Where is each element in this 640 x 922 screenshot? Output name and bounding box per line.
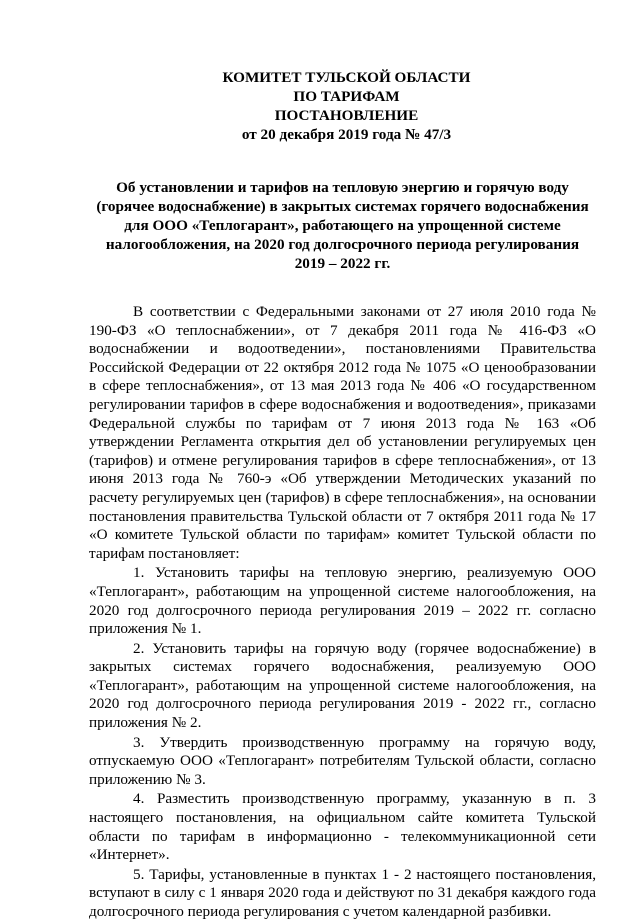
document-date-number: от 20 декабря 2019 года № 47/3: [241, 126, 452, 143]
document-subject: Об установлении и тарифов на тепловую энергию и горячую воду (горячее водоснабжение) в закрытых системах горячего водоснабжения для ООО «Теплогарант», работающего на упрощенной системе налогообложения, на 2020 год долгосрочного периода регулирования 2019 – 2022 гг.: [96, 179, 589, 272]
resolution-item-5: 5. Тарифы, установленные в пунктах 1 - 2 настоящего постановления, вступают в силу с 1 января 2020 года и действуют по 31 декабря каждого года долгосрочного периода регулирования с учетом календарной разбивки.: [89, 865, 596, 920]
document-body: [89, 303, 596, 922]
resolution-item-1: 1. Установить тарифы на тепловую энергию, реализуемую ООО «Теплогарант», работающим на упрощенной системе налогообложения, на 2020 год долгосрочного периода регулирования 2019 – 2022 гг. согласно приложения № 1.: [89, 564, 596, 638]
resolution-item-4: 4. Разместить производственную программу, указанную в п. 3 настоящего постановления, на официальном сайте комитета Тульской области по тарифам в информационно - телекоммуникационной сети «Интернет».: [89, 790, 596, 864]
organization-name-line2: ПО ТАРИФАМ: [293, 88, 400, 105]
document-type: ПОСТАНОВЛЕНИЕ: [274, 107, 419, 124]
preamble-paragraph: В соответствии с Федеральными законами от 27 июля 2010 года № 190-ФЗ «О теплоснабжении», от 7 декабря 2011 года № 416-ФЗ «О водоснабжении и водоотведении», постановлениями Правительства Российской Федерации от 22 октября 2012 года № 1075 «О ценообразовании в сфере теплоснабжения», от 13 мая 2013 года № 406 «О государственном регулировании тарифов в сфере водоснабжения и водоотведения», приказами Федеральной службы по тарифам от 7 июня 2013 года № 163 «Об утверждении Регламента открытия дел об установлении регулируемых цен (тарифов) и отмене регулирования тарифов в сфере теплоснабжения», от 13 июня 2013 года № 760-э «Об утверждении Методических указаний по расчету регулируемых цен (тарифов) в сфере теплоснабжения», на основании постановления правительства Тульской области от 7 октября 2011 года № 17 «О комитете Тульской области по тарифам» комитет Тульской области по тарифам постановляет:: [89, 303, 596, 562]
resolution-item-2: 2. Установить тарифы на горячую воду (горячее водоснабжение) в закрытых системах горячего водоснабжения, реализуемую ООО «Теплогарант», работающим на упрощенной системе налогообложения, на 2020 год долгосрочного периода регулирования 2019 - 2022 гг., согласно приложения № 2.: [89, 639, 596, 732]
document-header: [89, 68, 596, 144]
organization-name-line1: КОМИТЕТ ТУЛЬСКОЙ ОБЛАСТИ: [222, 69, 471, 86]
resolution-item-3: 3. Утвердить производственную программу на горячую воду, отпускаемую ООО «Теплогарант» потребителям Тульской области, согласно приложению № 3.: [89, 733, 596, 788]
